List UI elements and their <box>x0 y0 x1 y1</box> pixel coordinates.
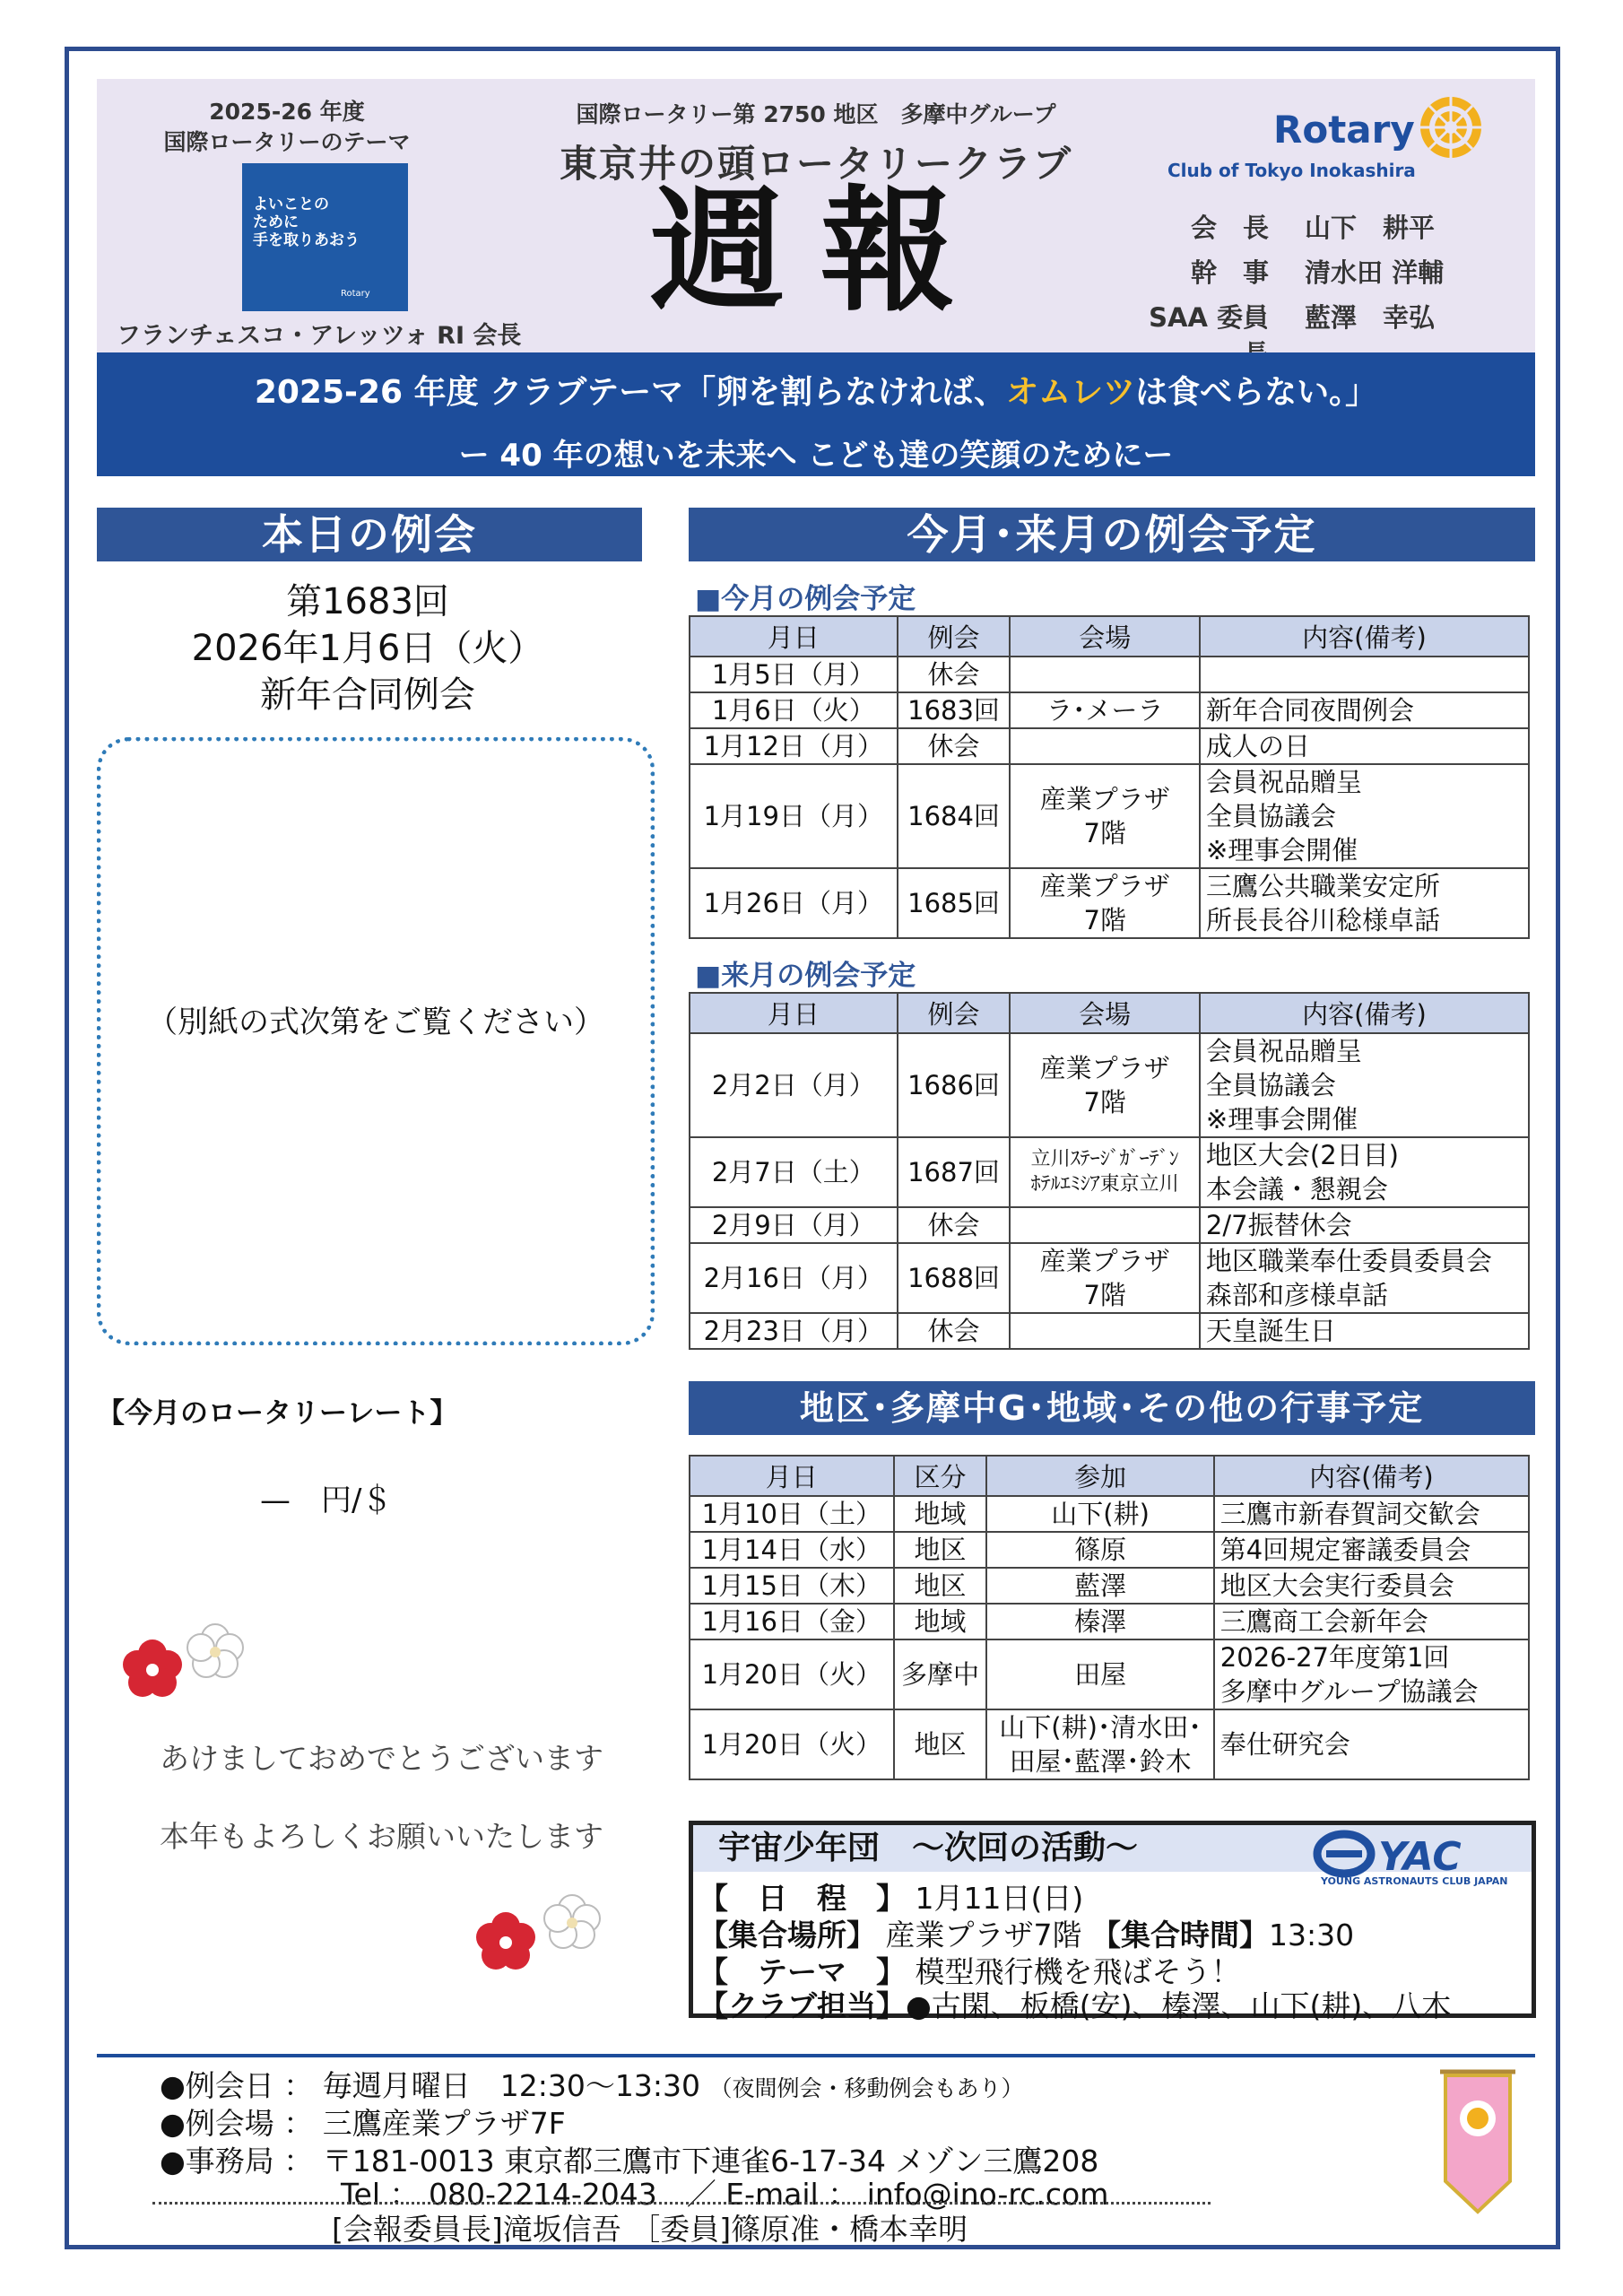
yac-logo-icon <box>1312 1829 1527 1879</box>
col-date: 月日 <box>690 993 898 1033</box>
cell-category: 地域 <box>894 1604 987 1639</box>
cell-content <box>1200 657 1529 692</box>
cell-venue-line: ラ･メーラ <box>1046 695 1164 726</box>
officer-row: SAA 委員 藍澤 幸弘 <box>1149 302 1436 333</box>
table-row <box>690 1568 1529 1604</box>
cell-content <box>1214 1568 1529 1604</box>
cell-date: 1月20日（火） <box>690 1639 894 1709</box>
cell-content <box>1214 1639 1529 1709</box>
table-row <box>690 1709 1529 1779</box>
cell-content-line: 地区職業奉仕委員委員会 <box>1205 1246 1492 1276</box>
cell-venue-line: 産業プラザ <box>1039 1053 1170 1083</box>
cell-content-line: ※理事会開催 <box>1205 835 1358 865</box>
col-content: 内容(備考) <box>1200 616 1529 657</box>
cell-date: 2月9日（月） <box>690 1207 898 1243</box>
rotary-logo-text: Rotary <box>1273 108 1415 152</box>
yac-logo-text: YAC <box>1378 1834 1462 1879</box>
table-row <box>690 1137 1529 1207</box>
cell-attendees <box>986 1568 1213 1604</box>
district-name: 国際ロータリー第 2750 地区 多摩中グループ <box>576 101 1056 127</box>
rotary-club-subtitle: Club of Tokyo Inokashira <box>1167 160 1416 181</box>
col-venue: 会場 <box>1010 616 1200 657</box>
cell-attendees <box>986 1709 1213 1779</box>
schedule-heading: 今月･来月の例会予定 <box>689 508 1535 561</box>
cell-category: 地区 <box>894 1568 987 1604</box>
col-date: 月日 <box>690 1456 894 1496</box>
cell-content <box>1200 728 1529 764</box>
cell-date: 2月16日（月） <box>690 1243 898 1313</box>
cell-venue <box>1010 692 1200 728</box>
col-meeting: 例会 <box>898 616 1011 657</box>
cell-venue-line: 7階 <box>1083 905 1126 935</box>
table-row <box>690 1532 1529 1568</box>
table-row <box>690 764 1529 868</box>
newsletter-title: 週報 <box>649 172 991 330</box>
cell-content-line: 全員協議会 <box>1205 1070 1336 1100</box>
yac-logo <box>1312 1829 1527 1892</box>
greeting-line-2: 本年もよろしくお願いいたします <box>160 1819 603 1854</box>
cell-content <box>1200 868 1529 938</box>
next-month-label: ■来月の例会予定 <box>695 960 916 992</box>
yac-place: 【集合場所】 産業プラザ7階 【集合時間】13:30 <box>699 1918 1355 1952</box>
cell-meeting: 1685回 <box>898 868 1011 938</box>
cell-content-line: 2/7振替休会 <box>1205 1210 1352 1240</box>
cell-content-line: 本会議・懇親会 <box>1205 1174 1388 1205</box>
cell-content-line: 第4回規定審議委員会 <box>1219 1535 1471 1565</box>
cell-attendees-line: 榛澤 <box>1074 1606 1127 1637</box>
col-category: 区分 <box>894 1456 987 1496</box>
rotary-rate-value: — 円/＄ <box>260 1483 393 1518</box>
today-heading: 本日の例会 <box>97 508 642 561</box>
table-row <box>690 1207 1529 1243</box>
cell-date: 1月6日（火） <box>690 692 898 728</box>
table-row <box>690 1496 1529 1532</box>
cell-date: 1月19日（月） <box>690 764 898 868</box>
club-theme: 2025-26 年度 クラブテーマ「卵を割らなければ、オムレツは食べらない。」 <box>254 374 1378 411</box>
club-theme-band <box>97 352 1535 476</box>
plum-blossom-icon <box>115 1614 258 1713</box>
cell-date: 2月2日（月） <box>690 1033 898 1137</box>
cell-content <box>1214 1532 1529 1568</box>
cell-date: 1月26日（月） <box>690 868 898 938</box>
cell-content-line: 三鷹公共職業安定所 <box>1205 871 1440 901</box>
table-row <box>690 692 1529 728</box>
cell-content-line: 2026-27年度第1回 <box>1219 1642 1450 1673</box>
cell-content <box>1214 1604 1529 1639</box>
cell-date: 1月12日（月） <box>690 728 898 764</box>
cell-meeting: 1687回 <box>898 1137 1011 1207</box>
today-info: 第1683回 2026年1月6日（火） 新年合同例会 <box>191 581 544 716</box>
footer-office: ●事務局 ： 〒181-0013 東京都三鷹市下連雀6-17-34 メゾン三鷹208 <box>160 2144 1099 2179</box>
club-name: 東京井の頭ロータリークラブ <box>559 142 1072 186</box>
footer-meeting-day: ●例会日 ： 毎週月曜日 12:30～13:30 （夜間例会・移動例会もあり） <box>160 2068 1024 2103</box>
cell-date: 1月15日（木） <box>690 1568 894 1604</box>
program-note: （別紙の式次第をご覧ください） <box>147 1004 604 1040</box>
cell-attendees <box>986 1496 1213 1532</box>
cell-venue <box>1010 1033 1199 1137</box>
table-row <box>690 728 1529 764</box>
cell-attendees-line: 田屋 <box>1074 1659 1127 1690</box>
cell-date: 2月23日（月） <box>690 1313 898 1349</box>
cell-venue-line: 産業プラザ <box>1039 1246 1170 1276</box>
yac-activity-box <box>689 1821 1536 2023</box>
yac-title: 宇宙少年団 ～次回の活動～ <box>693 1825 1532 1872</box>
yac-date: 【 日 程 】 1月11日(日) <box>699 1881 1084 1916</box>
cell-attendees-line: 篠原 <box>1074 1535 1127 1565</box>
cell-date: 1月10日（土） <box>690 1496 894 1532</box>
cell-venue <box>1010 657 1200 692</box>
cell-category: 地区 <box>894 1532 987 1568</box>
greeting-line-1: あけましておめでとうございます <box>160 1741 603 1776</box>
cell-attendees-line: 山下(耕) <box>1051 1499 1150 1529</box>
cell-attendees-line: 田屋･藍澤･鈴木 <box>1009 1746 1192 1777</box>
cell-category: 地域 <box>894 1496 987 1532</box>
cell-content-line: 多摩中グループ協議会 <box>1219 1676 1479 1707</box>
this-month-table <box>689 615 1530 939</box>
cell-date: 1月20日（火） <box>690 1709 894 1779</box>
officer-row: 会 長 山下 耕平 <box>1190 213 1436 243</box>
officer-row: 幹 事 清水田 洋輔 <box>1190 257 1445 288</box>
cell-venue-line: 産業プラザ <box>1039 871 1170 901</box>
cell-content <box>1200 692 1529 728</box>
footer-editors: [会報委員長]滝坂信吾 ［委員]篠原准・橋本幸明 <box>332 2212 968 2247</box>
footer-venue: ●例会場 ： 三鷹産業プラザ7F <box>160 2106 566 2141</box>
cell-venue-line: 立川ｽﾃｰｼﾞｶﾞｰﾃﾞﾝ <box>1030 1148 1179 1170</box>
ri-theme-label: 2025-26 年度 国際ロータリーのテーマ <box>163 99 411 155</box>
cell-venue <box>1010 728 1200 764</box>
officers-list <box>1125 208 1444 343</box>
events-table <box>689 1455 1530 1780</box>
cell-meeting: 休会 <box>898 657 1011 692</box>
cell-venue <box>1010 1207 1199 1243</box>
next-month-table <box>689 992 1530 1350</box>
cell-venue-line: 7階 <box>1083 1087 1126 1118</box>
table-row <box>690 657 1529 692</box>
footer-contact: Tel ： 080-2214-2043 ／ E-mail ： info@ino-rc.com <box>341 2177 1109 2212</box>
cell-venue-line: 7階 <box>1083 1280 1126 1310</box>
cell-content <box>1200 1243 1529 1313</box>
cell-attendees <box>986 1604 1213 1639</box>
ri-president: フランチェスコ・アレッツォ RI 会長 <box>117 322 522 350</box>
cell-attendees <box>986 1532 1213 1568</box>
cell-venue-line: 産業プラザ <box>1039 784 1170 814</box>
cell-content-line: 三鷹商工会新年会 <box>1219 1606 1428 1637</box>
col-meeting: 例会 <box>898 993 1011 1033</box>
plum-blossom-icon <box>466 1883 619 1982</box>
cell-attendees <box>986 1639 1213 1709</box>
ri-theme-image: よいことの ために 手を取りあおう Rotary <box>242 163 408 311</box>
club-pennant-icon <box>1433 2065 1523 2217</box>
cell-meeting: 休会 <box>898 728 1011 764</box>
cell-venue <box>1010 1137 1199 1207</box>
events-heading: 地区･多摩中G･地域･その他の行事予定 <box>689 1381 1535 1435</box>
rotary-wheel-icon <box>1417 93 1485 161</box>
cell-content-line: 会員祝品贈呈 <box>1205 1036 1362 1066</box>
cell-venue <box>1010 868 1200 938</box>
col-attendees: 参加 <box>986 1456 1213 1496</box>
table-row <box>690 1639 1529 1709</box>
col-content: 内容(備考) <box>1200 993 1529 1033</box>
cell-content-line: 新年合同夜間例会 <box>1205 695 1414 726</box>
cell-date: 1月5日（月） <box>690 657 898 692</box>
program-box <box>97 737 655 1345</box>
cell-content <box>1200 1313 1529 1349</box>
cell-content-line: ※理事会開催 <box>1205 1104 1358 1135</box>
cell-date: 1月16日（金） <box>690 1604 894 1639</box>
col-venue: 会場 <box>1010 993 1199 1033</box>
club-theme-sub: ー 40 年の想いを未来へ こども達の笑顔のためにー <box>458 438 1174 474</box>
cell-content-line: 成人の日 <box>1205 731 1310 761</box>
cell-content <box>1214 1496 1529 1532</box>
cell-content-line: 所長長谷川稔様卓話 <box>1205 905 1440 935</box>
cell-content <box>1200 1137 1529 1207</box>
cell-meeting: 1683回 <box>898 692 1011 728</box>
cell-content-line: 全員協議会 <box>1205 801 1336 831</box>
cell-category: 地区 <box>894 1709 987 1779</box>
cell-content <box>1200 1033 1529 1137</box>
yac-staff: 【クラブ担当】●古閑、板橋(安)、榛澤、山下(耕)、八木 <box>699 1988 1452 2023</box>
cell-meeting: 休会 <box>898 1207 1011 1243</box>
cell-venue-line: 7階 <box>1083 818 1126 848</box>
col-date: 月日 <box>690 616 898 657</box>
cell-meeting: 1688回 <box>898 1243 1011 1313</box>
cell-content-line: 地区大会実行委員会 <box>1219 1570 1454 1601</box>
cell-meeting: 1686回 <box>898 1033 1011 1137</box>
cell-meeting: 休会 <box>898 1313 1011 1349</box>
cell-content-line: 会員祝品贈呈 <box>1205 767 1362 797</box>
cell-attendees-line: 藍澤 <box>1074 1570 1127 1601</box>
footer-divider <box>97 2054 1535 2057</box>
yac-theme: 【 テーマ 】 模型飛行機を飛ばそう！ <box>699 1954 1241 1989</box>
cell-meeting: 1684回 <box>898 764 1011 868</box>
cell-content <box>1200 1207 1529 1243</box>
table-row <box>690 1033 1529 1137</box>
cell-content-line: 地区大会(2日目) <box>1205 1140 1399 1170</box>
cell-content-line: 天皇誕生日 <box>1205 1316 1336 1346</box>
table-row <box>690 1243 1529 1313</box>
cell-date: 2月7日（土） <box>690 1137 898 1207</box>
cell-content-line: 奉仕研究会 <box>1219 1729 1350 1760</box>
table-row <box>690 868 1529 938</box>
cell-content-line: 三鷹市新春賀詞交歓会 <box>1219 1499 1480 1529</box>
cell-attendees-line: 山下(耕)･清水田･ <box>999 1712 1202 1743</box>
this-month-label: ■今月の例会予定 <box>695 583 916 615</box>
cell-date: 1月14日（水） <box>690 1532 894 1568</box>
cell-content <box>1200 764 1529 868</box>
col-content: 内容(備考) <box>1214 1456 1529 1496</box>
cell-venue-line: ﾎﾃﾙｴﾐｼｱ東京立川 <box>1030 1173 1179 1196</box>
table-row <box>690 1313 1529 1349</box>
cell-content <box>1214 1709 1529 1779</box>
table-row <box>690 1604 1529 1639</box>
yac-logo-subtitle: YOUNG ASTRONAUTS CLUB JAPAN <box>1321 1875 1508 1887</box>
cell-category: 多摩中 <box>894 1639 987 1709</box>
cell-venue <box>1010 1313 1199 1349</box>
rotary-rate-title: 【今月のロータリーレート】 <box>97 1397 458 1430</box>
cell-venue <box>1010 764 1200 868</box>
footer-dotted-rule <box>152 2202 1211 2205</box>
cell-content-line: 森部和彦様卓話 <box>1205 1280 1388 1310</box>
cell-venue <box>1010 1243 1199 1313</box>
